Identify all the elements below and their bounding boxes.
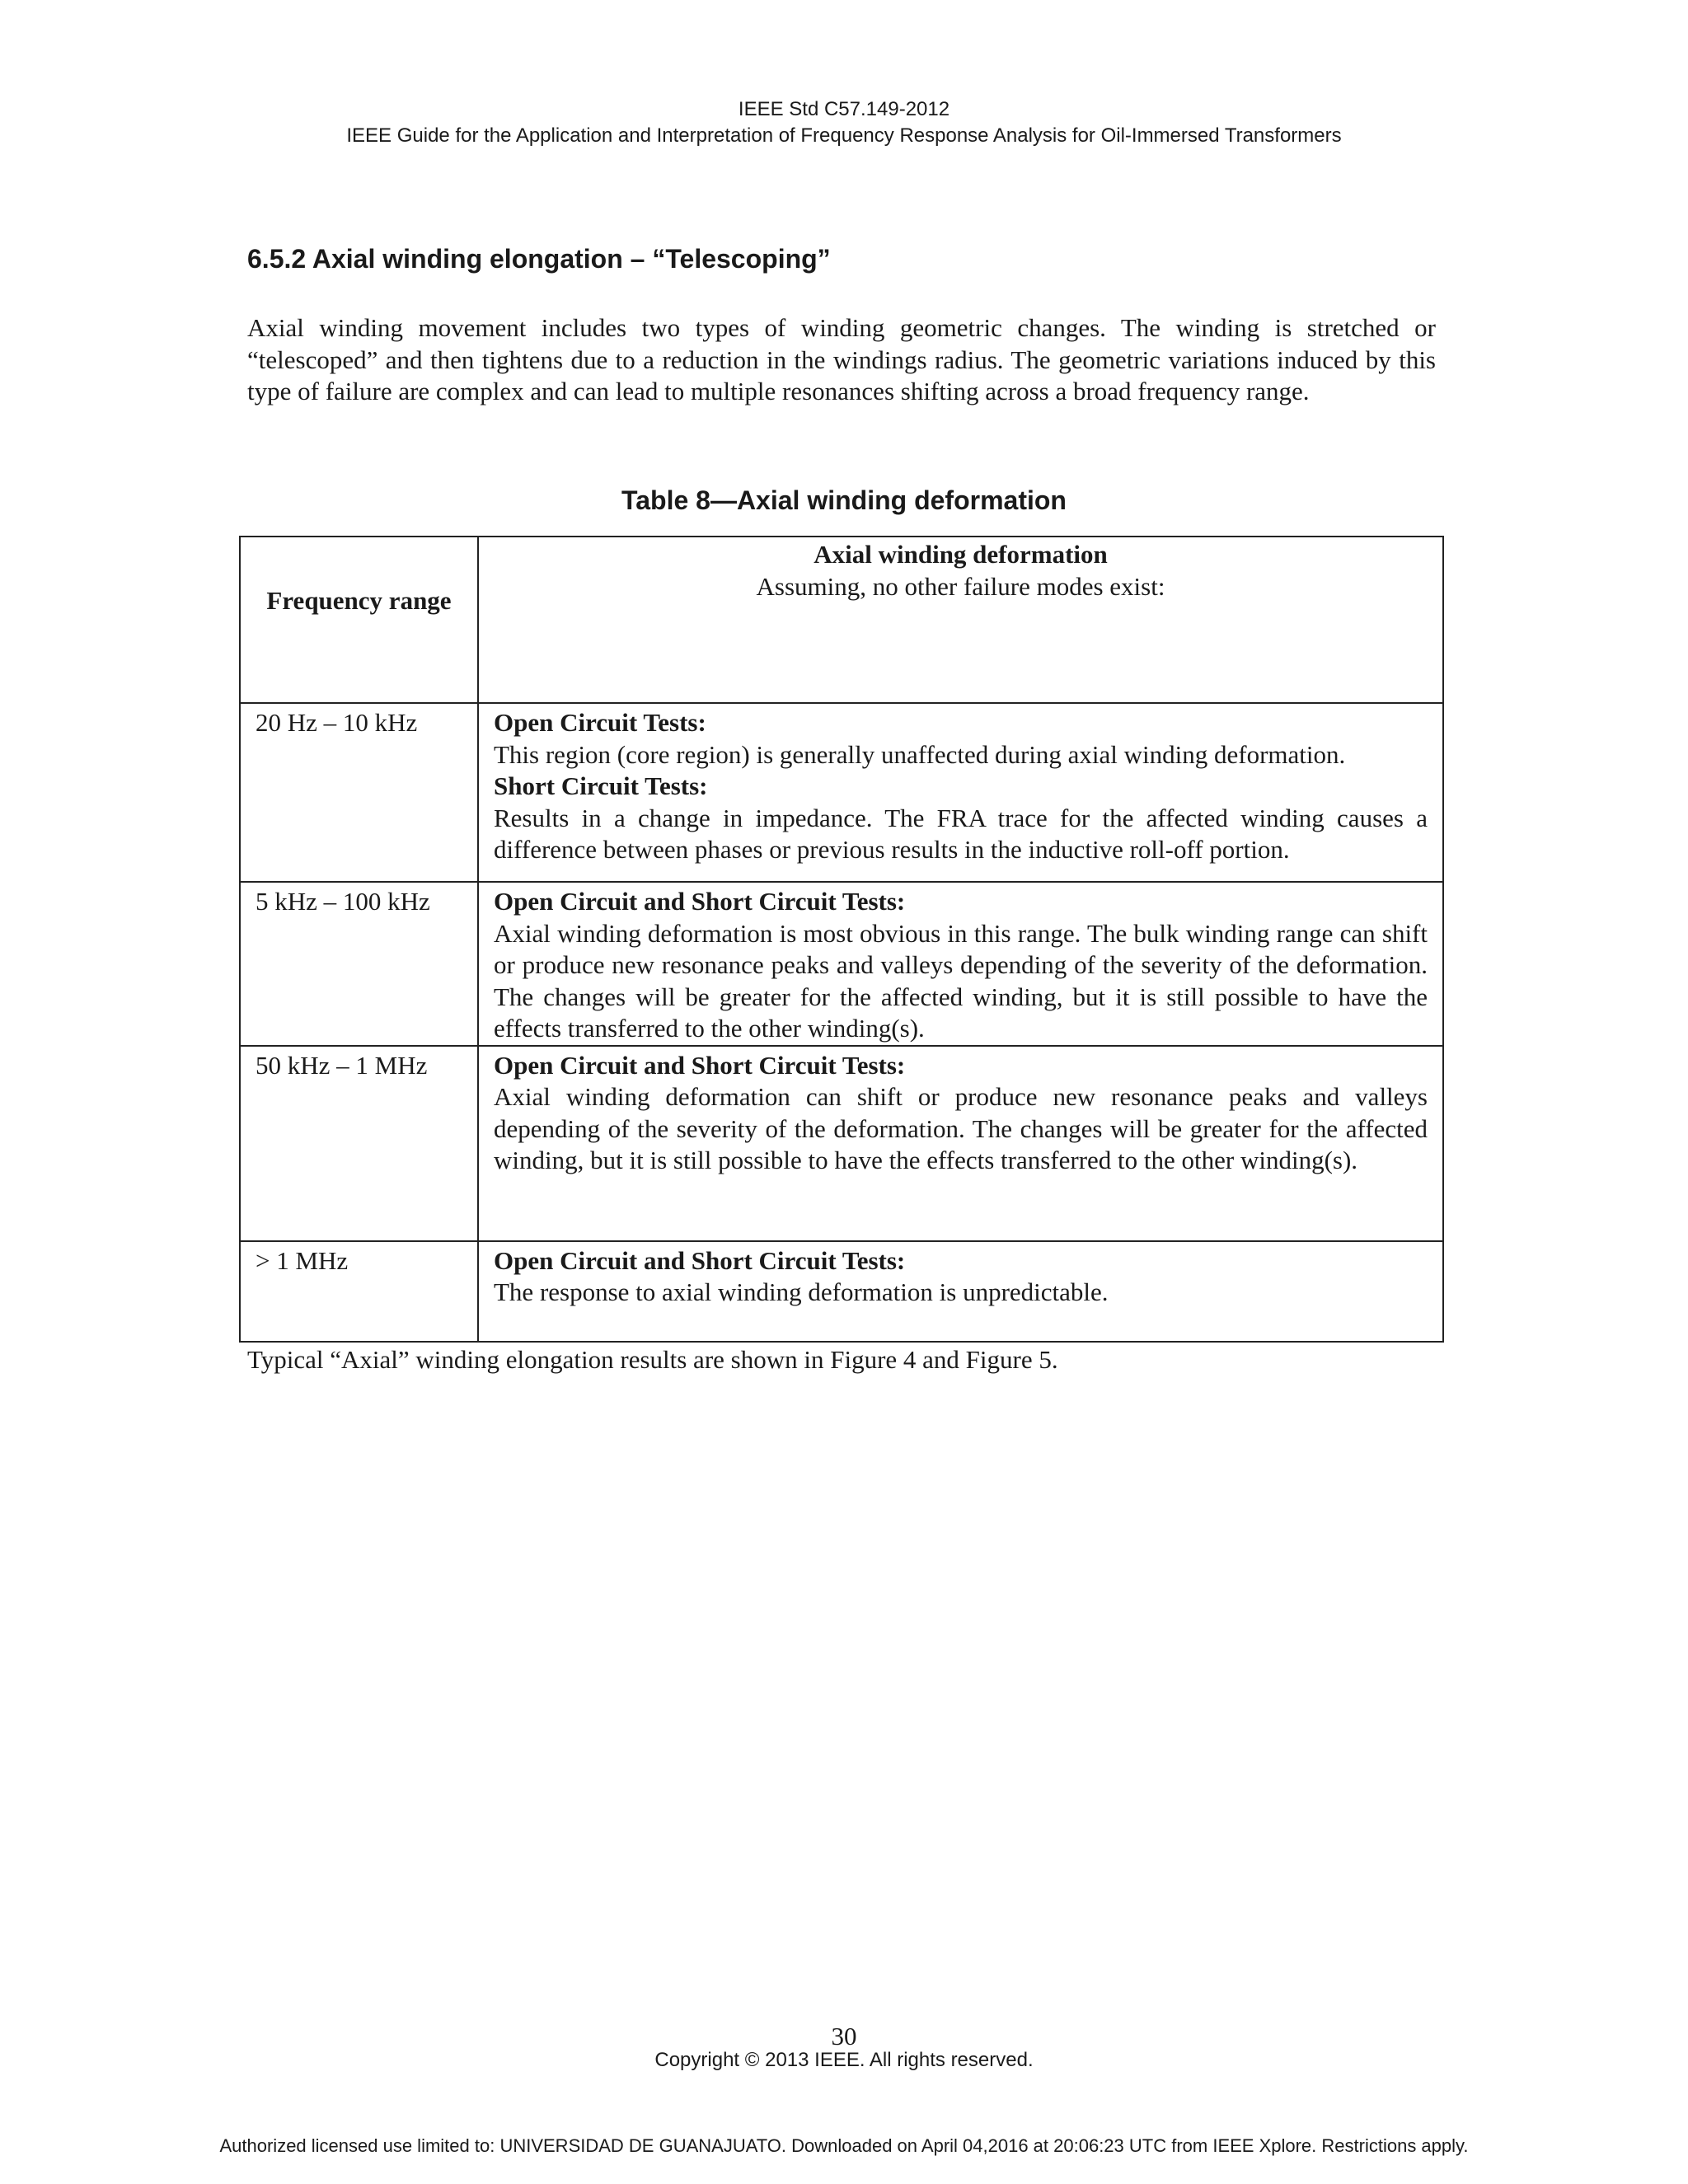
description-cell (478, 882, 1443, 1046)
test-type-label: Open Circuit and Short Circuit Tests: (494, 1050, 906, 1080)
frequency-range-cell: 20 Hz – 10 kHz (240, 703, 478, 882)
description-cell (478, 703, 1443, 882)
description-cell (478, 1046, 1443, 1241)
test-description: Results in a change in impedance. The FRA trace for the affected winding causes a difference between phases or previous results in the inductive roll-off portion. (494, 803, 1428, 864)
license-notice: Authorized licensed use limited to: UNIVERSIDAD DE GUANAJUATO. Downloaded on April 04,2016 at 20:06:23 UTC from IEEE Xplore. Restrictions apply. (219, 2135, 1469, 2156)
description-cell (478, 1241, 1443, 1342)
header-deformation-title: Axial winding deformation (814, 540, 1108, 569)
table-row (240, 703, 1443, 882)
copyright-notice: Copyright © 2013 IEEE. All rights reserved. (654, 2049, 1034, 2071)
table-header-row (240, 537, 1443, 703)
test-type-label: Open Circuit and Short Circuit Tests: (494, 1245, 906, 1275)
test-type-label: Short Circuit Tests: (494, 771, 708, 800)
frequency-range-cell: 5 kHz – 100 kHz (240, 882, 478, 1046)
axial-deformation-table (239, 536, 1444, 1343)
table-row (240, 1241, 1443, 1342)
header-deformation-cell (478, 537, 1443, 703)
test-description: The response to axial winding deformation is unpredictable. (494, 1277, 1109, 1306)
frequency-range-cell: 50 kHz – 1 MHz (240, 1046, 478, 1241)
test-type-label: Open Circuit Tests: (494, 708, 706, 737)
header-frequency-range: Frequency range (240, 537, 478, 703)
figure-reference-paragraph: Typical “Axial” winding elongation results are shown in Figure 4 and Figure 5. (247, 1345, 1058, 1374)
test-description: Axial winding deformation is most obvious in this range. The bulk winding range can shift or produce new resonance peaks and valleys depending of the severity of the deformation. The changes will be greater for the affected winding, but it is still possible to have the effects transferred to the other winding(s). (494, 918, 1428, 1043)
test-type-label: Open Circuit and Short Circuit Tests: (494, 887, 906, 916)
table-row (240, 1046, 1443, 1241)
header-document-title: IEEE Guide for the Application and Interpretation of Frequency Response Analysis for Oil-Immersed Transformers (346, 124, 1342, 147)
header-standard-number: IEEE Std C57.149-2012 (738, 98, 950, 120)
test-description: This region (core region) is generally unaffected during axial winding deformation. (494, 739, 1346, 769)
page-number: 30 (831, 2022, 857, 2050)
section-paragraph: Axial winding movement includes two types of winding geometric changes. The winding is stretched or “telescoped” and then tightens due to a reduction in the windings radius. The geometric variations induced by this type of failure are complex and can lead to multiple resonances shifting across a broad frequency range. (247, 313, 1436, 405)
section-heading: 6.5.2 Axial winding elongation – “Telescoping” (247, 244, 831, 274)
table-caption: Table 8—Axial winding deformation (621, 485, 1067, 515)
frequency-range-cell: > 1 MHz (240, 1241, 478, 1342)
header-deformation-subtitle: Assuming, no other failure modes exist: (756, 571, 1165, 601)
test-description: Axial winding deformation can shift or produce new resonance peaks and valleys depending of the severity of the deformation. The changes will be greater for the affected winding, but it is still possible to have the effects transferred to the other winding(s). (494, 1082, 1428, 1174)
table-row (240, 882, 1443, 1046)
